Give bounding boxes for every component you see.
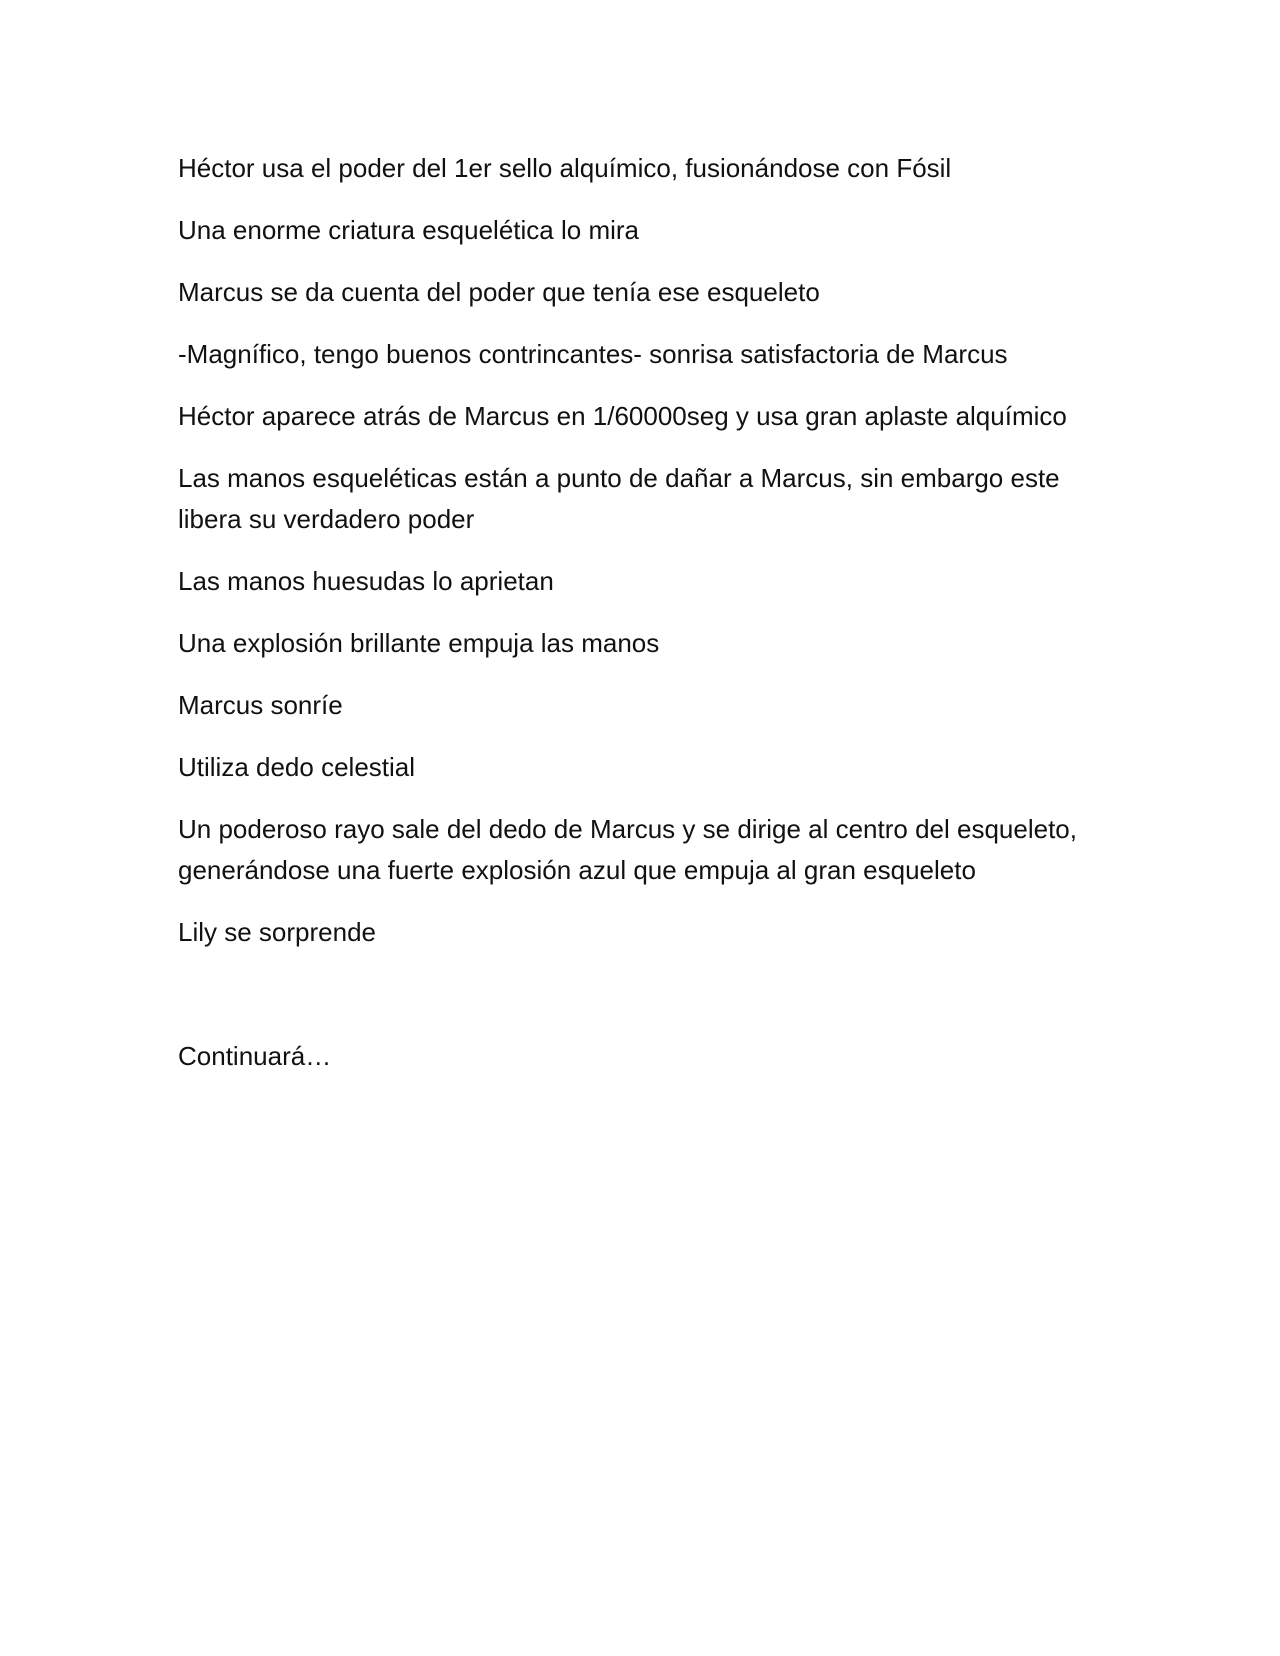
- paragraph: Una explosión brillante empuja las manos: [178, 628, 660, 658]
- paragraph: Lily se sorprende: [178, 917, 376, 947]
- paragraph: Un poderoso rayo sale del dedo de Marcus y se dirige al centro del esqueleto, generándose una fuerte explosión azul que empuja al gran esqueleto: [178, 814, 1077, 885]
- paragraph: Las manos huesudas lo aprietan: [178, 566, 554, 596]
- paragraph: Héctor aparece atrás de Marcus en 1/60000seg y usa gran aplaste alquímico: [178, 401, 1067, 431]
- document-body: [178, 148, 1118, 1098]
- paragraph: Las manos esqueléticas están a punto de dañar a Marcus, sin embargo este libera su verdadero poder: [178, 463, 1060, 534]
- closing-line: Continuará…: [178, 1041, 332, 1071]
- paragraph: Utiliza dedo celestial: [178, 752, 416, 782]
- blank-line: [178, 974, 1118, 1036]
- paragraph: Marcus sonríe: [178, 690, 343, 720]
- paragraph: Héctor usa el poder del 1er sello alquímico, fusionándose con Fósil: [178, 153, 952, 183]
- paragraph: -Magnífico, tengo buenos contrincantes- sonrisa satisfactoria de Marcus: [178, 339, 1008, 369]
- paragraph: Una enorme criatura esquelética lo mira: [178, 215, 639, 245]
- paragraph: Marcus se da cuenta del poder que tenía ese esqueleto: [178, 277, 820, 307]
